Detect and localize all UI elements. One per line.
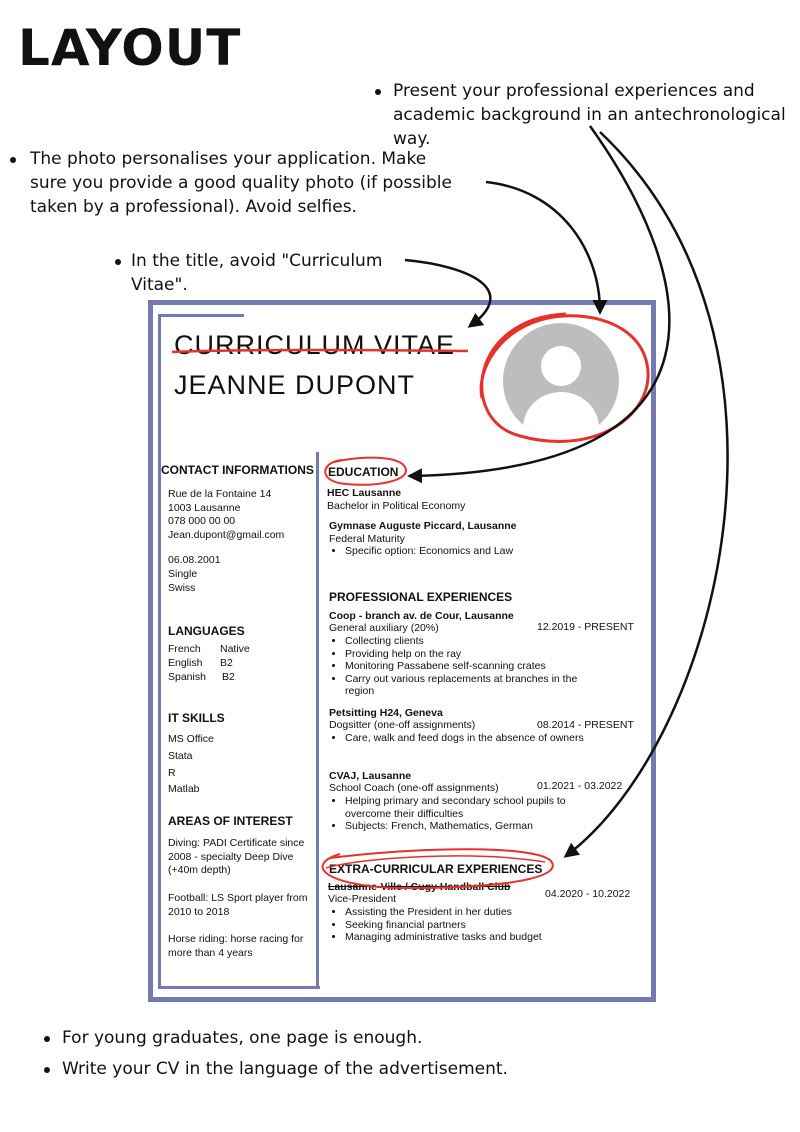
language-name: Spanish (168, 671, 206, 683)
education-school: HEC Lausanne (327, 487, 402, 499)
cv-crossed-out-title: CURRICULUM VITAE (174, 330, 456, 360)
experience-tasks (328, 635, 607, 698)
experience-dates: 12.2019 - PRESENT (537, 621, 634, 633)
it-skill: Matlab (168, 783, 200, 795)
list-item: • Helping primary and secondary school pupils to overcome their difficulties (345, 795, 607, 820)
contact-address-1: Rue de la Fontaine 14 (168, 488, 272, 500)
extra-heading: EXTRA-CURRICULAR EXPERIENCES (329, 862, 543, 876)
tip-bullet (44, 1058, 64, 1078)
education-school: Gymnase Auguste Piccard, Lausanne (329, 520, 517, 532)
list-item: • Carry out various replacements at branches in the region (345, 673, 607, 698)
education-details (328, 545, 635, 558)
list-item: • Care, walk and feed dogs in the absence of owners (345, 732, 635, 745)
cv-column-divider (316, 452, 319, 988)
experience-tasks (328, 795, 607, 833)
experience-tasks (328, 732, 635, 745)
contact-email: Jean.dupont@gmail.com (168, 529, 285, 541)
experience-dates: 01.2021 - 03.2022 (537, 780, 623, 792)
it-skill: R (168, 767, 176, 779)
list-item: • Seeking financial partners (345, 919, 635, 932)
education-degree: Federal Maturity (329, 533, 405, 545)
tip-antechronological: Present your professional experiences and academic background in an antechronological way. (393, 81, 786, 149)
interest-riding: Horse riding: horse racing for more than 4 years (168, 933, 304, 959)
tip-bullet (44, 1027, 64, 1047)
tip-bullet (10, 148, 30, 168)
list-item: • Subjects: French, Mathematics, German (345, 820, 607, 833)
contact-status: Single (168, 568, 198, 580)
contact-nationality: Swiss (168, 582, 196, 594)
extra-tasks (328, 906, 635, 944)
interests-heading: AREAS OF INTEREST (168, 814, 293, 828)
page-title: LAYOUT (18, 19, 242, 77)
languages-heading: LANGUAGES (168, 624, 245, 638)
cv-name: JEANNE DUPONT (174, 370, 416, 400)
tip-title: In the title, avoid "Curriculum Vitae". (131, 251, 383, 295)
contact-birthdate: 06.08.2001 (168, 554, 221, 566)
tip-bullet (375, 80, 395, 100)
interest-football: Football: LS Sport player from 2010 to 2018 (168, 892, 308, 918)
language-level: B2 (222, 671, 235, 683)
experience-role: General auxiliary (20%) (329, 622, 439, 634)
extra-role: Vice-President (328, 893, 397, 905)
education-heading: EDUCATION (328, 465, 399, 479)
list-item: • Collecting clients (345, 635, 607, 648)
list-item: • Assisting the President in her duties (345, 906, 635, 919)
language-level: Native (220, 643, 250, 655)
it-skill: Stata (168, 750, 193, 762)
experience-role: Dogsitter (one-off assignments) (329, 719, 476, 731)
contact-address-2: 1003 Lausanne (168, 502, 241, 514)
list-item: • Managing administrative tasks and budget (345, 931, 635, 944)
contact-heading: CONTACT INFORMATIONS (161, 463, 314, 477)
contact-phone: 078 000 00 00 (168, 515, 236, 527)
cv-sidebar-border (158, 314, 161, 988)
tip-one-page: For young graduates, one page is enough. (62, 1028, 423, 1048)
extra-dates: 04.2020 - 10.2022 (545, 888, 631, 900)
professional-heading: PROFESSIONAL EXPERIENCES (329, 590, 513, 604)
experience-employer: Petsitting H24, Geneva (329, 707, 443, 719)
cv-sidebar-border-bottom (158, 986, 320, 989)
arrow-to-photo (486, 182, 600, 312)
experience-dates: 08.2014 - PRESENT (537, 719, 634, 731)
list-item: • Monitoring Passabene self-scanning crates (345, 660, 607, 673)
avatar-placeholder-icon (503, 323, 619, 439)
experience-role: School Coach (one-off assignments) (329, 782, 499, 794)
list-item: • Providing help on the ray (345, 648, 607, 661)
language-name: English (168, 657, 203, 669)
experience-employer: CVAJ, Lausanne (329, 770, 412, 782)
language-name: French (168, 643, 201, 655)
interest-diving: Diving: PADI Certificate since 2008 - specialty Deep Dive (+40m depth) (168, 837, 305, 876)
tip-photo: The photo personalises your application. Make sure you provide a good quality photo (if possible taken by a professional). Avoid selfies. (30, 149, 452, 217)
tip-language: Write your CV in the language of the advertisement. (62, 1059, 508, 1079)
language-level: B2 (220, 657, 233, 669)
cv-sidebar-border-top (158, 314, 244, 317)
it-skill: MS Office (168, 733, 214, 745)
experience-employer: Coop - branch av. de Cour, Lausanne (329, 610, 514, 622)
it-skills-heading: IT SKILLS (168, 711, 225, 725)
education-degree: Bachelor in Political Economy (327, 500, 466, 512)
list-item: • Specific option: Economics and Law (345, 545, 635, 558)
extra-club: Lausanne-Ville / Cugy Handball Club (328, 881, 511, 893)
